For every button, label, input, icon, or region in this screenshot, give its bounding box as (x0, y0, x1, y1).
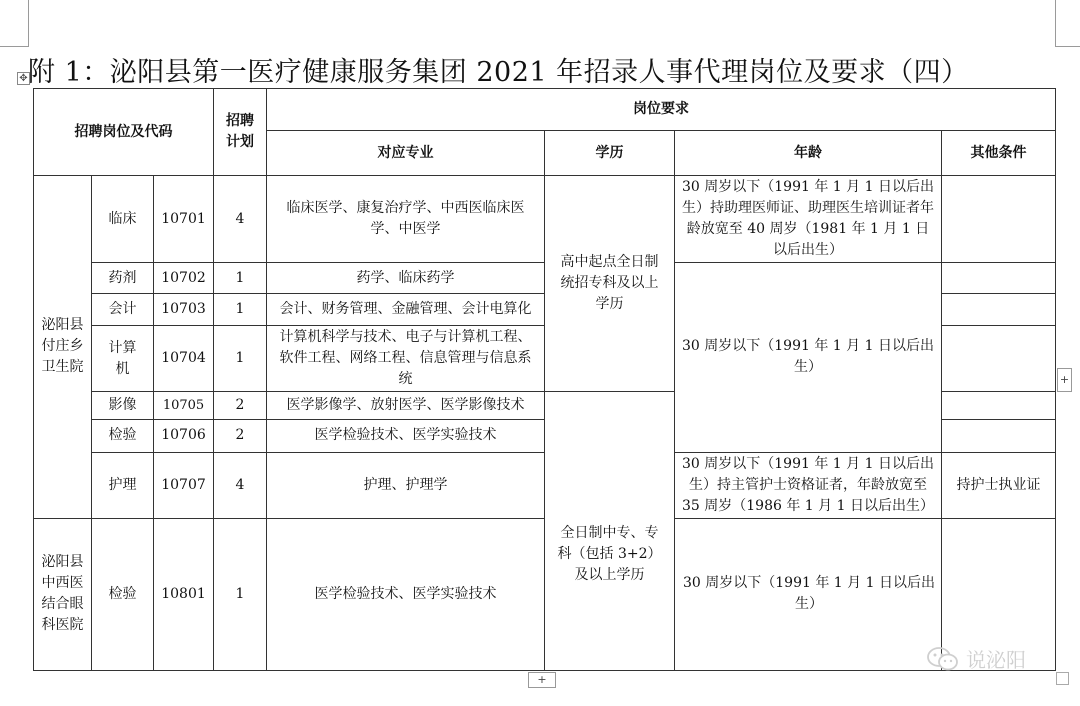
education-requirement: 高中起点全日制统招专科及以上学历 (545, 176, 675, 392)
post-other (942, 392, 1056, 419)
table-resize-handle[interactable] (1056, 672, 1069, 685)
post-other (942, 326, 1056, 392)
post-name: 临床 (92, 176, 154, 263)
post-name: 会计 (92, 294, 154, 326)
post-code: 10707 (154, 452, 214, 518)
post-code: 10704 (154, 326, 214, 392)
post-code: 10801 (154, 518, 214, 670)
watermark (926, 644, 1026, 673)
post-other: 持护士执业证 (942, 452, 1056, 518)
table-move-handle-icon[interactable]: ✥ (17, 72, 30, 85)
post-major: 医学检验技术、医学实验技术 (267, 518, 545, 670)
header-age: 年龄 (675, 131, 942, 176)
insert-row-plus-icon[interactable]: + (528, 672, 556, 688)
header-education: 学历 (545, 131, 675, 176)
post-other (942, 419, 1056, 452)
post-code: 10702 (154, 263, 214, 294)
post-code: 10701 (154, 176, 214, 263)
header-requirements: 岗位要求 (267, 89, 1056, 131)
header-major: 对应专业 (267, 131, 545, 176)
post-name: 计算机 (92, 326, 154, 392)
age-requirement: 30 周岁以下（1991 年 1 月 1 日以后出生）持助理医师证、助理医生培训证者年龄放宽至 40 周岁（1981 年 1 月 1 日以后出生） (675, 176, 942, 263)
insert-column-plus-icon[interactable]: + (1057, 368, 1072, 392)
post-code: 10705 (154, 392, 214, 419)
post-major: 护理、护理学 (267, 452, 545, 518)
post-major: 会计、财务管理、金融管理、会计电算化 (267, 294, 545, 326)
post-major: 医学影像学、放射医学、医学影像技术 (267, 392, 545, 419)
unit-name: 泌阳县中西医结合眼科医院 (34, 518, 92, 670)
page-corner-mark-left (0, 0, 29, 47)
post-plan: 1 (214, 263, 267, 294)
post-plan: 1 (214, 294, 267, 326)
watermark-text: 说泌阳 (966, 648, 1026, 672)
age-requirement: 30 周岁以下（1991 年 1 月 1 日以后出生） (675, 518, 942, 670)
age-requirement: 30 周岁以下（1991 年 1 月 1 日以后出生） (675, 263, 942, 452)
post-plan: 4 (214, 176, 267, 263)
post-code: 10706 (154, 419, 214, 452)
post-plan: 1 (214, 518, 267, 670)
post-plan: 1 (214, 326, 267, 392)
post-name: 影像 (92, 392, 154, 419)
page-title: 附 1：泌阳县第一医疗健康服务集团 2021 年招录人事代理岗位及要求（四） (28, 57, 969, 88)
unit-name: 泌阳县付庄乡卫生院 (34, 176, 92, 519)
post-name: 护理 (92, 452, 154, 518)
post-other (942, 294, 1056, 326)
post-name: 检验 (92, 518, 154, 670)
post-other (942, 263, 1056, 294)
post-plan: 2 (214, 419, 267, 452)
post-name: 检验 (92, 419, 154, 452)
post-plan: 2 (214, 392, 267, 419)
wechat-icon (926, 646, 960, 672)
post-code: 10703 (154, 294, 214, 326)
post-major: 临床医学、康复治疗学、中西医临床医学、中医学 (267, 176, 545, 263)
age-requirement: 30 周岁以下（1991 年 1 月 1 日以后出生）持主管护士资格证者，年龄放宽至 35 周岁（1986 年 1 月 1 日以后出生） (675, 452, 942, 518)
post-plan: 4 (214, 452, 267, 518)
post-major: 医学检验技术、医学实验技术 (267, 419, 545, 452)
header-other: 其他条件 (942, 131, 1056, 176)
recruitment-table (33, 88, 1056, 671)
post-other (942, 176, 1056, 263)
post-major: 计算机科学与技术、电子与计算机工程、软件工程、网络工程、信息管理与信息系统 (267, 326, 545, 392)
post-name: 药剂 (92, 263, 154, 294)
post-major: 药学、临床药学 (267, 263, 545, 294)
page-corner-mark-right (1055, 0, 1080, 47)
header-plan: 招聘计划 (214, 89, 267, 176)
header-position: 招聘岗位及代码 (34, 89, 214, 176)
education-requirement: 全日制中专、专科（包括 3+2）及以上学历 (545, 392, 675, 671)
